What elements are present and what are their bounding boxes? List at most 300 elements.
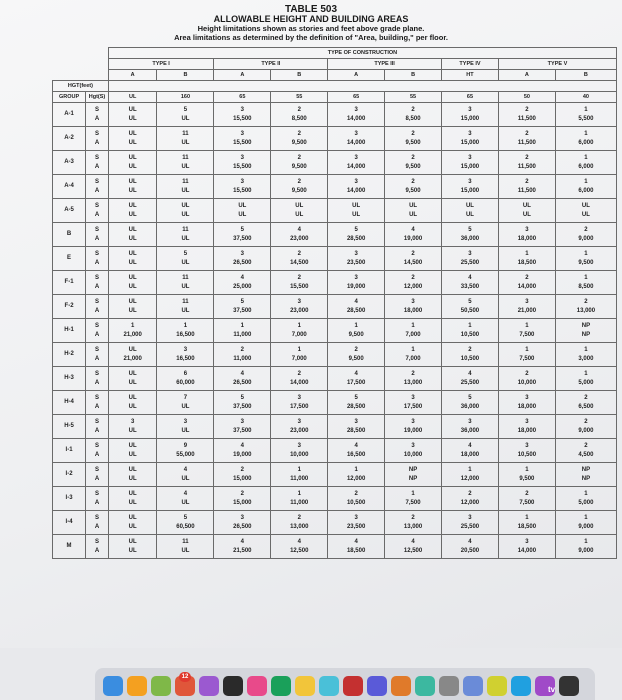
stories-value: 3 [354, 274, 358, 281]
limit-cell [555, 343, 616, 367]
sa-label [86, 271, 109, 295]
limit-cell [555, 247, 616, 271]
area-value: 28,500 [346, 403, 366, 410]
limit-cell [442, 127, 499, 151]
limit-cell [108, 511, 157, 535]
stories-value: 4 [468, 442, 472, 449]
stories-value: 1 [584, 106, 588, 113]
area-value: UL [128, 115, 137, 122]
limit-cell [442, 151, 499, 175]
limit-cell [555, 367, 616, 391]
area-value: 9,000 [578, 523, 594, 530]
limit-cell [442, 103, 499, 127]
area-value: 25,000 [233, 283, 252, 290]
limit-cell [555, 127, 616, 151]
stories-label: S [94, 250, 99, 257]
area-value: 14,000 [517, 283, 537, 290]
area-value: 10,000 [403, 451, 423, 458]
limit-cell [498, 391, 555, 415]
area-value: UL [181, 427, 190, 434]
area-label: A [94, 331, 100, 338]
area-value: 9,000 [578, 427, 594, 434]
limit-cell [555, 223, 616, 247]
table-row [53, 367, 617, 391]
stories-value: UL [522, 202, 531, 209]
table-row [53, 439, 617, 463]
stories-label: S [94, 226, 99, 233]
limit-cell [271, 151, 328, 175]
stories-value: 5 [183, 514, 188, 521]
sa-label [86, 127, 109, 151]
area-value: UL [181, 235, 190, 242]
table-row [53, 391, 617, 415]
limit-cell [555, 487, 616, 511]
area-value: UL [181, 187, 190, 194]
area-value: 21,500 [233, 547, 252, 554]
stories-value: 3 [525, 442, 529, 449]
dock-app-icon[interactable] [559, 676, 579, 696]
stories-value: 5 [183, 250, 188, 257]
limit-cell [108, 535, 157, 559]
area-value: 5,500 [578, 115, 594, 122]
stories-value: UL [128, 154, 137, 161]
height-limit-cell: 160 [157, 92, 214, 103]
stories-value: UL [128, 250, 137, 257]
limit-cell [385, 535, 442, 559]
stories-value: UL [128, 490, 137, 497]
stories-value: UL [128, 466, 137, 473]
table-subtitle: ALLOWABLE HEIGHT AND BUILDING AREAS [213, 14, 409, 24]
area-value: UL [295, 211, 304, 218]
limit-cell [442, 439, 499, 463]
height-limit-cell: 50 [498, 92, 555, 103]
group-label: I-2 [53, 463, 86, 487]
area-value: 11,500 [517, 139, 536, 146]
limit-cell [328, 487, 385, 511]
limit-cell [157, 391, 214, 415]
limit-cell [385, 271, 442, 295]
limit-cell [385, 343, 442, 367]
area-value: 8,500 [291, 115, 307, 122]
limit-cell [328, 223, 385, 247]
area-value: 15,500 [233, 115, 252, 122]
area-value: 4,500 [578, 451, 594, 458]
stories-value: 3 [525, 298, 529, 305]
limit-cell [498, 271, 555, 295]
height-limit-cell: 55 [385, 92, 442, 103]
stories-value: 5 [240, 394, 245, 401]
dock-app-icon[interactable] [343, 676, 363, 696]
area-value: 9,500 [405, 163, 421, 170]
sa-label [86, 511, 109, 535]
area-value: 15,000 [233, 475, 252, 482]
limit-cell [328, 175, 385, 199]
limit-cell [214, 391, 271, 415]
stories-value: 4 [468, 538, 472, 545]
limit-cell [108, 151, 157, 175]
area-value: 55,000 [176, 451, 195, 458]
group-label: A-3 [53, 151, 86, 175]
area-value: 18,000 [460, 451, 480, 458]
area-label: A [94, 307, 100, 314]
stories-label: S [94, 154, 99, 161]
area-value: UL [128, 163, 137, 170]
area-value: 37,500 [233, 427, 252, 434]
stories-value: 3 [297, 418, 301, 425]
stories-value: UL [128, 370, 137, 377]
stories-value: 4 [354, 538, 358, 545]
area-value: UL [581, 211, 590, 218]
stories-value: UL [238, 202, 247, 209]
stories-value: 3 [354, 514, 358, 521]
area-value: 15,000 [233, 499, 252, 506]
type-header-2: TYPE II [214, 59, 328, 70]
limit-cell [385, 439, 442, 463]
limit-cell [157, 511, 214, 535]
area-value: 8,500 [578, 283, 594, 290]
stories-value: 3 [411, 298, 415, 305]
dock-app-icon[interactable] [223, 676, 243, 696]
area-value: 15,000 [460, 187, 480, 194]
table-row [53, 319, 617, 343]
limit-cell [442, 271, 499, 295]
stories-value: 4 [297, 226, 301, 233]
limit-cell [108, 127, 157, 151]
stories-value: 1 [584, 346, 588, 353]
limit-cell [214, 127, 271, 151]
limit-cell [328, 103, 385, 127]
limit-cell [108, 223, 157, 247]
limit-cell [271, 463, 328, 487]
area-value: 18,000 [403, 307, 423, 314]
area-value: 33,500 [460, 283, 480, 290]
area-value: UL [181, 307, 190, 314]
hgt-s-label: Hgt(S) [86, 92, 109, 103]
height-limit-cell: UL [108, 92, 157, 103]
area-label: A [94, 379, 100, 386]
limit-cell [108, 439, 157, 463]
stories-value: 3 [468, 250, 472, 257]
stories-label: S [94, 130, 99, 137]
table-row [53, 223, 617, 247]
stories-value: UL [128, 538, 137, 545]
area-value: 19,000 [403, 235, 423, 242]
sa-label [86, 151, 109, 175]
stories-value: 3 [297, 442, 301, 449]
limit-cell [271, 487, 328, 511]
group-label: F-2 [53, 295, 86, 319]
stories-value: 1 [584, 490, 588, 497]
area-value: 9,500 [291, 139, 307, 146]
stories-value: 2 [411, 106, 415, 113]
area-value: 25,500 [460, 379, 480, 386]
type-header-3: TYPE III [328, 59, 442, 70]
limit-cell [442, 295, 499, 319]
stories-value: 7 [183, 394, 188, 401]
limit-cell [498, 175, 555, 199]
group-label: H-5 [53, 415, 86, 439]
stories-value: 1 [297, 346, 301, 353]
stories-value: 1 [468, 466, 472, 473]
limit-cell [498, 439, 555, 463]
limit-cell [385, 391, 442, 415]
stories-value: 1 [354, 466, 358, 473]
dock-app-icon[interactable] [199, 676, 219, 696]
dock-app-icon[interactable] [319, 676, 339, 696]
stories-label: S [94, 466, 99, 473]
area-label: A [94, 427, 100, 434]
limit-cell [328, 247, 385, 271]
subtype-header: B [271, 70, 328, 81]
table-row [53, 127, 617, 151]
stories-value: 11 [182, 538, 189, 545]
stories-value: 4 [240, 442, 245, 449]
area-value: 9,500 [519, 475, 535, 482]
stories-value: 2 [584, 442, 588, 449]
table-row [53, 199, 617, 223]
dock-app-icon[interactable] [367, 676, 387, 696]
area-value: 3,000 [578, 355, 594, 362]
dock-app-icon[interactable] [271, 676, 291, 696]
area-label: A [94, 187, 100, 194]
dock-app-icon[interactable] [127, 676, 147, 696]
area-value: 21,000 [123, 355, 142, 362]
stories-value: 2 [525, 106, 529, 113]
stories-value: 4 [240, 538, 245, 545]
limit-cell [385, 223, 442, 247]
area-value: 23,500 [346, 259, 366, 266]
limit-cell [385, 487, 442, 511]
limit-cell [108, 103, 157, 127]
stories-label: S [94, 514, 99, 521]
area-value: UL [181, 115, 190, 122]
limit-cell [498, 103, 555, 127]
area-value: 14,000 [346, 163, 366, 170]
limit-cell [328, 127, 385, 151]
area-value: UL [128, 283, 137, 290]
notification-badge: 12 [179, 672, 191, 682]
area-label: A [94, 355, 100, 362]
area-value: UL [181, 547, 190, 554]
stories-value: UL [128, 298, 137, 305]
dock-app-icon[interactable] [391, 676, 411, 696]
stories-value: 9 [183, 442, 188, 449]
area-value: NP [581, 475, 591, 482]
stories-value: 2 [411, 250, 415, 257]
limit-cell [498, 463, 555, 487]
area-value: 11,000 [233, 355, 252, 362]
area-value: 15,500 [290, 283, 309, 290]
area-value: UL [409, 211, 418, 218]
group-header: GROUP [53, 92, 86, 103]
area-label: A [94, 211, 100, 218]
area-value: 19,000 [403, 427, 423, 434]
subtype-header: A [498, 70, 555, 81]
stories-value: NP [581, 322, 591, 329]
area-value: 5,000 [578, 499, 594, 506]
table-row [53, 511, 617, 535]
dock-app-icon[interactable] [247, 676, 267, 696]
limit-cell [328, 391, 385, 415]
stories-value: 2 [240, 346, 245, 353]
table-row [53, 535, 617, 559]
area-value: 12,000 [460, 499, 480, 506]
area-label: A [94, 475, 100, 482]
height-limit-cell: 65 [442, 92, 499, 103]
stories-value: 2 [584, 394, 588, 401]
stories-value: 2 [584, 298, 588, 305]
stories-value: 3 [297, 298, 301, 305]
stories-value: 2 [468, 346, 472, 353]
table-row [53, 151, 617, 175]
dock-app-icon[interactable] [511, 676, 531, 696]
area-value: 60,500 [176, 523, 195, 530]
limit-cell [157, 319, 214, 343]
stories-value: 3 [240, 250, 245, 257]
limit-cell [271, 319, 328, 343]
type-header-5: TYPE V [498, 59, 616, 70]
area-value: 36,000 [460, 235, 480, 242]
limit-cell [555, 415, 616, 439]
stories-value: 2 [354, 490, 358, 497]
stories-label: S [94, 442, 99, 449]
group-label: H-1 [53, 319, 86, 343]
stories-value: 2 [411, 130, 415, 137]
limit-cell [498, 295, 555, 319]
stories-value: 3 [240, 514, 245, 521]
stories-value: 3 [354, 178, 358, 185]
limit-cell [385, 295, 442, 319]
stories-value: 2 [411, 274, 415, 281]
limit-cell [442, 319, 499, 343]
limit-cell [385, 415, 442, 439]
dock-app-icon[interactable] [439, 676, 459, 696]
area-label: A [94, 259, 100, 266]
area-value: 12,500 [290, 547, 309, 554]
limit-cell [498, 319, 555, 343]
area-value: 9,000 [578, 235, 594, 242]
limit-cell [385, 511, 442, 535]
area-value: 13,000 [403, 379, 423, 386]
stories-value: 2 [584, 226, 588, 233]
table-row [53, 247, 617, 271]
limit-cell [555, 511, 616, 535]
area-value: UL [128, 523, 137, 530]
stories-value: UL [128, 178, 137, 185]
dock-app-icon[interactable] [487, 676, 507, 696]
stories-value: 1 [411, 322, 415, 329]
stories-value: 11 [182, 226, 189, 233]
stories-value: UL [128, 106, 137, 113]
area-value: UL [181, 259, 190, 266]
group-label: F-1 [53, 271, 86, 295]
stories-label: S [94, 106, 99, 113]
limit-cell [442, 343, 499, 367]
area-value: 18,500 [517, 523, 537, 530]
area-value: UL [128, 427, 137, 434]
stories-value: NP [408, 466, 418, 473]
stories-value: 1 [584, 274, 588, 281]
stories-value: 1 [525, 514, 529, 521]
limit-cell [214, 295, 271, 319]
stories-value: 3 [468, 130, 472, 137]
stories-value: 1 [584, 130, 588, 137]
limit-cell [498, 247, 555, 271]
limit-cell [442, 223, 499, 247]
stories-value: 1 [584, 370, 588, 377]
dock-app-icon[interactable] [103, 676, 123, 696]
stories-value: 3 [468, 178, 472, 185]
limit-cell [555, 103, 616, 127]
area-value: 28,500 [346, 307, 366, 314]
limit-cell [498, 199, 555, 223]
dock-app-icon[interactable] [295, 676, 315, 696]
stories-value: 2 [297, 250, 301, 257]
stories-value: 3 [240, 178, 245, 185]
stories-value: 2 [240, 466, 245, 473]
stories-value: 4 [240, 274, 245, 281]
area-value: 17,500 [346, 379, 366, 386]
area-value: 37,500 [233, 235, 252, 242]
dock-app-icon[interactable] [463, 676, 483, 696]
area-label: A [94, 283, 100, 290]
group-label: A-2 [53, 127, 86, 151]
stories-value: 3 [354, 418, 358, 425]
area-value: 18,000 [517, 235, 537, 242]
stories-label: S [94, 370, 99, 377]
height-limit-cell: 65 [214, 92, 271, 103]
area-value: NP [581, 331, 591, 338]
area-value: 9,500 [405, 139, 421, 146]
limit-cell [271, 511, 328, 535]
stories-value: 1 [584, 250, 588, 257]
area-label: A [94, 547, 100, 554]
area-value: 14,000 [346, 115, 366, 122]
stories-value: 4 [183, 466, 188, 473]
group-label: A-1 [53, 103, 86, 127]
area-value: UL [128, 259, 137, 266]
area-value: 19,000 [346, 283, 366, 290]
area-value: 11,000 [233, 331, 252, 338]
area-value: 9,000 [578, 547, 594, 554]
limit-cell [214, 463, 271, 487]
area-value: 6,000 [578, 163, 594, 170]
area-value: 20,500 [460, 547, 480, 554]
type-header-1: TYPE I [108, 59, 214, 70]
area-value: 11,000 [290, 499, 309, 506]
limit-cell [214, 319, 271, 343]
sa-label [86, 343, 109, 367]
limit-cell [214, 103, 271, 127]
stories-value: 11 [182, 178, 189, 185]
stories-value: 1 [183, 322, 188, 329]
area-value: 10,500 [460, 331, 480, 338]
stories-value: UL [128, 202, 137, 209]
stories-value: 11 [182, 274, 189, 281]
stories-value: 2 [525, 274, 529, 281]
area-value: 10,500 [517, 451, 537, 458]
limit-cell [108, 271, 157, 295]
dock-app-icon[interactable] [151, 676, 171, 696]
area-note: Area limitations as determined by the definition of "Area, building," per floor. [174, 33, 448, 42]
area-value: 15,500 [233, 163, 252, 170]
limit-cell [498, 535, 555, 559]
limit-cell [498, 487, 555, 511]
dock-app-icon[interactable] [415, 676, 435, 696]
stories-value: 3 [240, 130, 245, 137]
stories-value: 3 [131, 418, 135, 425]
limit-cell [385, 463, 442, 487]
